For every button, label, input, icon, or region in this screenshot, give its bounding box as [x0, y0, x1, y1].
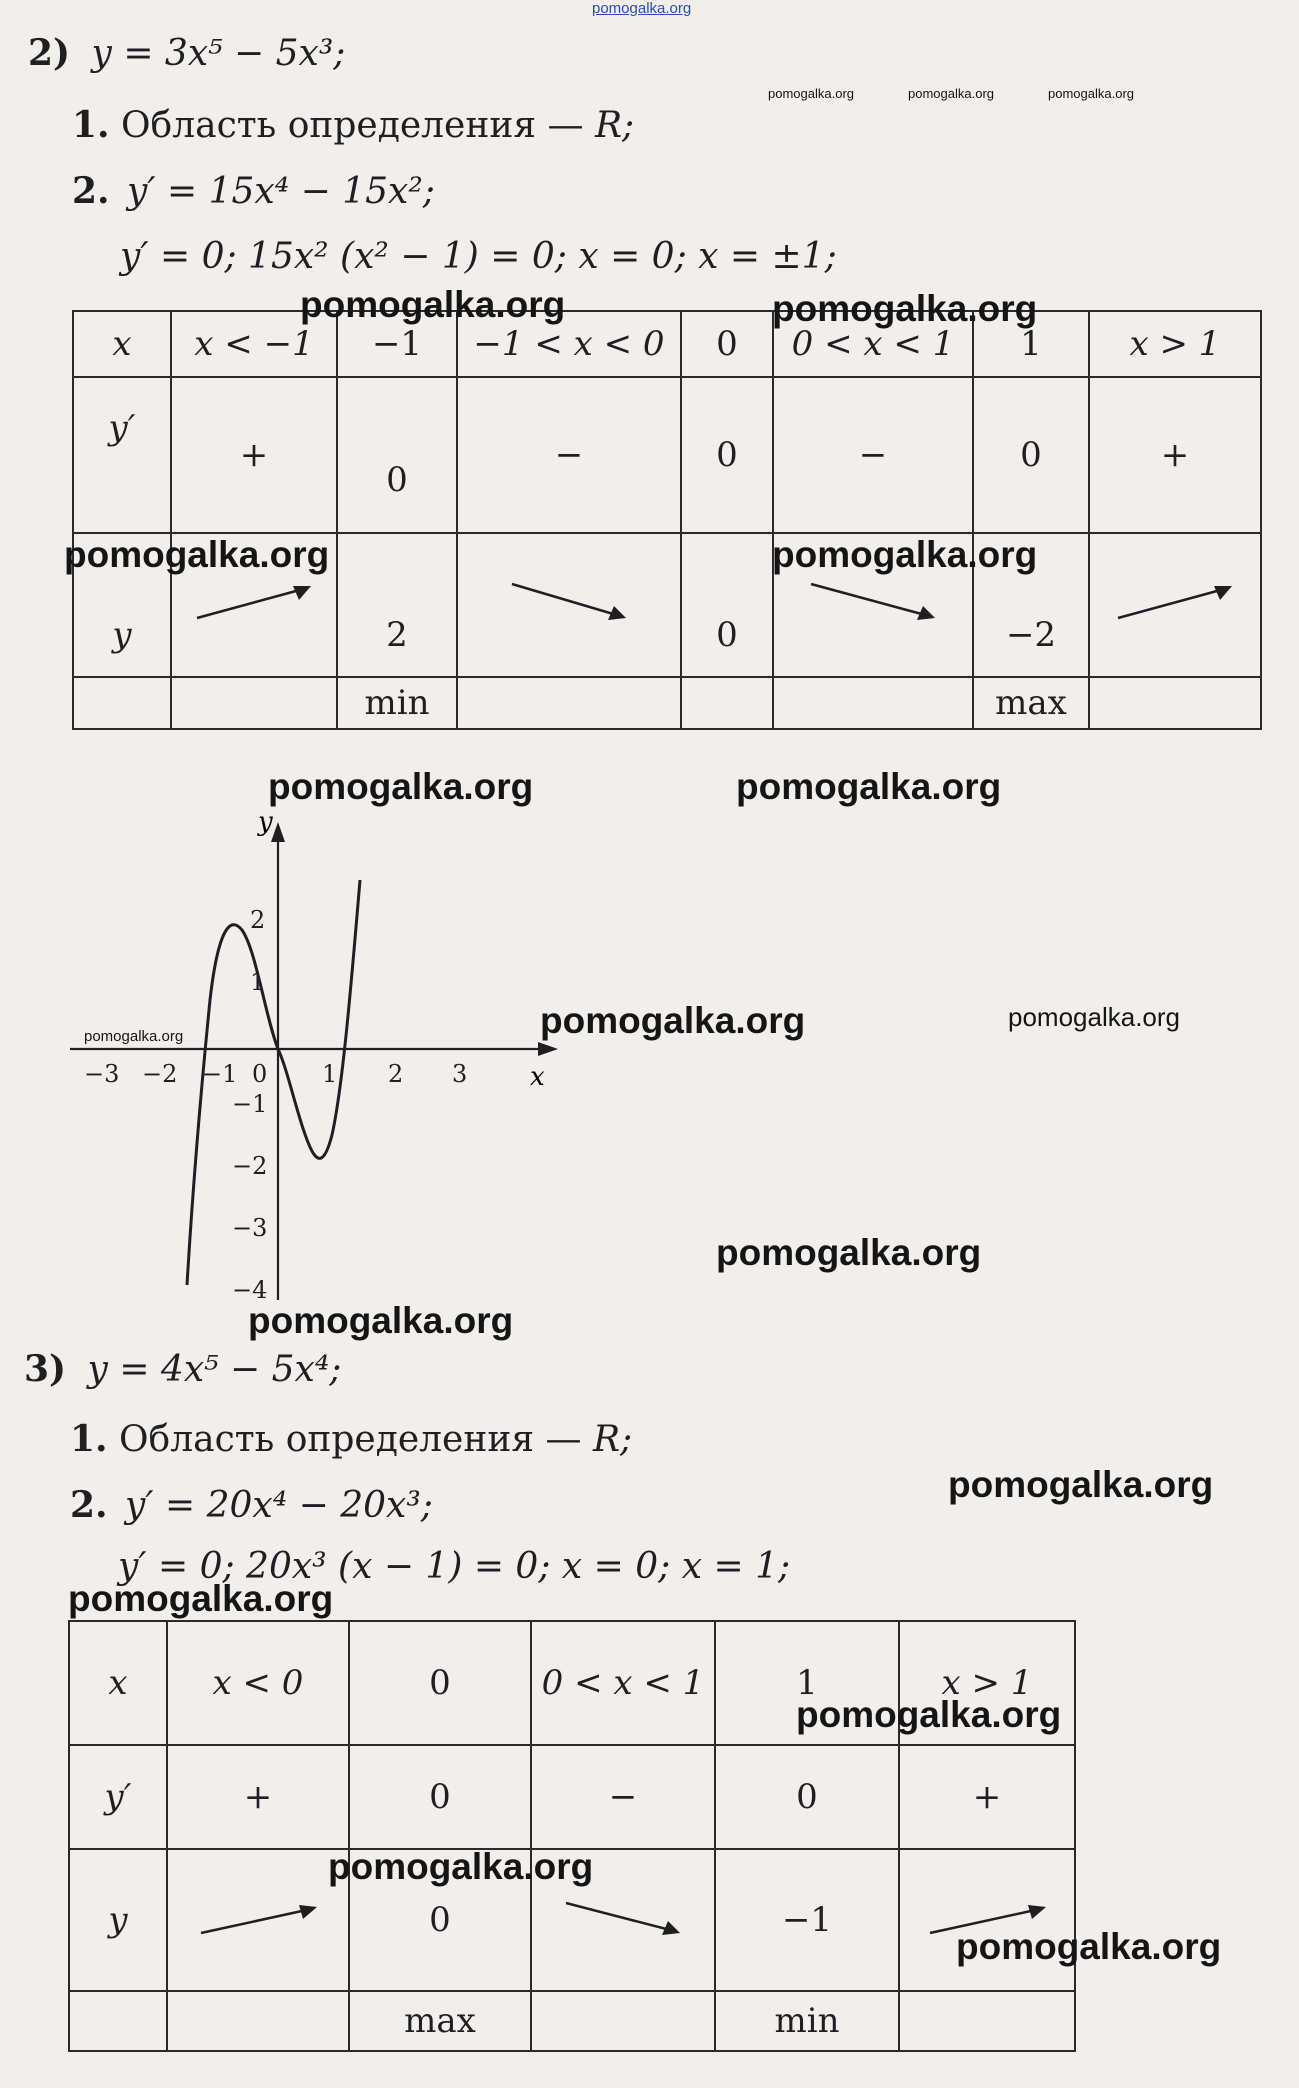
part2-solution: y′ = 0; 15x² (x² − 1) = 0; x = 0; x = ±1;: [120, 236, 837, 277]
table-row: [73, 677, 1261, 729]
watermark: pomogalka.org: [540, 1000, 806, 1041]
part3-step2-formula: y′ = 20x⁴ − 20x³;: [125, 1485, 433, 1526]
watermark: pomogalka.org: [948, 1464, 1214, 1505]
table-cell: 0 < x < 1: [773, 311, 973, 377]
table-cell: [457, 677, 681, 729]
table-cell: [1089, 533, 1261, 677]
table-cell: 0: [349, 1621, 531, 1745]
part2-step1-number: 1.: [72, 104, 110, 146]
watermark: pomogalka.org: [64, 534, 330, 575]
table-cell: x < −1: [171, 311, 337, 377]
part2-step2-formula: y′ = 15x⁴ − 15x²;: [127, 171, 435, 212]
table-cell: 0: [973, 377, 1089, 533]
table-row: [69, 1991, 1075, 2051]
x-tick-label: 0: [252, 1060, 268, 1088]
table-cell: −2: [973, 533, 1089, 677]
y-tick-label: −4: [232, 1276, 268, 1304]
watermark: pomogalka.org: [768, 86, 854, 101]
table-cell: −1 < x < 0: [457, 311, 681, 377]
part3-step1: [70, 1418, 632, 1460]
table-cell: −1: [337, 311, 457, 377]
decreasing-arrow-icon: [558, 1891, 688, 1941]
watermark: pomogalka.org: [796, 1694, 1062, 1735]
table-cell: 0 < x < 1: [531, 1621, 715, 1745]
watermark: pomogalka.org: [68, 1578, 334, 1619]
table-cell: −: [773, 377, 973, 533]
table-cell: y′: [73, 377, 171, 533]
table-cell: [899, 1991, 1075, 2051]
table-cell: [681, 677, 773, 729]
table-cell: [69, 1991, 167, 2051]
x-axis-label: x: [530, 1062, 545, 1092]
table-cell: [167, 1849, 349, 1991]
x-tick-label: −2: [142, 1060, 178, 1088]
part2-step1-text: Область определения —: [121, 105, 584, 146]
table-cell: [171, 677, 337, 729]
watermark: pomogalka.org: [736, 766, 1002, 807]
part3-step2-number: 2.: [70, 1484, 108, 1526]
part3-sign-table: [68, 1620, 1076, 2052]
part3-number: 3): [24, 1348, 67, 1390]
table-cell: x > 1: [899, 1621, 1075, 1745]
table-cell: y: [73, 533, 171, 677]
table-cell: y: [69, 1849, 167, 1991]
y-tick-label: −2: [232, 1152, 268, 1180]
function-graph: [60, 800, 580, 1320]
table-cell: −1: [715, 1849, 899, 1991]
table-cell: 0: [681, 533, 773, 677]
watermark: pomogalka.org: [268, 766, 534, 807]
table-cell: x: [73, 311, 171, 377]
table-cell: +: [171, 377, 337, 533]
increasing-arrow-icon: [189, 576, 319, 626]
table-cell: [1089, 677, 1261, 729]
watermark: pomogalka.org: [248, 1300, 514, 1341]
table-cell: x > 1: [1089, 311, 1261, 377]
x-axis-arrow-icon: [538, 1042, 558, 1056]
table-cell: +: [1089, 377, 1261, 533]
part2-number: 2): [28, 32, 71, 74]
y-tick-label: 2: [250, 906, 266, 934]
table-cell: 1: [715, 1621, 899, 1745]
part2-step1-var: R;: [594, 105, 635, 146]
watermark: pomogalka.org: [716, 1232, 982, 1273]
part2-step2-number: 2.: [72, 170, 110, 212]
table-cell: [457, 533, 681, 677]
table-row: [69, 1745, 1075, 1849]
table-cell: [73, 677, 171, 729]
watermark: pomogalka.org: [300, 284, 566, 325]
part3-step1-var: R;: [592, 1419, 633, 1460]
table-cell: y′: [69, 1745, 167, 1849]
table-cell: [773, 677, 973, 729]
table-cell: 0: [681, 311, 773, 377]
part2-sign-table: [72, 310, 1262, 730]
part3-heading: [24, 1348, 341, 1390]
table-row: [73, 377, 1261, 533]
part2-formula: y = 3x⁵ − 5x³;: [91, 33, 346, 74]
x-tick-label: −3: [84, 1060, 120, 1088]
table-cell: −: [531, 1745, 715, 1849]
table-cell: +: [167, 1745, 349, 1849]
table-cell: min: [337, 677, 457, 729]
x-tick-label: 1: [322, 1060, 338, 1088]
y-axis-label: y: [258, 807, 273, 837]
table-cell: 0: [349, 1849, 531, 1991]
part3-step2: [70, 1484, 433, 1526]
table-cell: max: [973, 677, 1089, 729]
y-tick-label: −3: [232, 1214, 268, 1242]
table-cell: [531, 1991, 715, 2051]
part2-step1: [72, 104, 634, 146]
decreasing-arrow-icon: [803, 576, 943, 626]
part3-step1-number: 1.: [70, 1418, 108, 1460]
x-tick-label: −1: [202, 1060, 238, 1088]
watermark: pomogalka.org: [328, 1846, 594, 1887]
table-cell: x < 0: [167, 1621, 349, 1745]
watermark: pomogalka.org: [1008, 1002, 1180, 1032]
watermark: pomogalka.org: [772, 534, 1038, 575]
x-tick-label: 2: [388, 1060, 404, 1088]
watermark: pomogalka.org: [772, 288, 1038, 329]
table-row: [73, 311, 1261, 377]
x-tick-label: 3: [452, 1060, 468, 1088]
part2-heading: [28, 32, 345, 74]
top-watermark[interactable]: pomogalka.org: [592, 0, 692, 17]
y-axis-arrow-icon: [271, 822, 285, 842]
watermark: pomogalka.org: [84, 1028, 184, 1045]
table-cell: +: [899, 1745, 1075, 1849]
table-cell: x: [69, 1621, 167, 1745]
table-cell: max: [349, 1991, 531, 2051]
table-cell: 0: [681, 377, 773, 533]
watermark: pomogalka.org: [908, 86, 994, 101]
watermark: pomogalka.org: [956, 1926, 1222, 1967]
y-tick-label: −1: [232, 1090, 268, 1118]
part3-formula: y = 4x⁵ − 5x⁴;: [87, 1349, 342, 1390]
part3-step1-text: Область определения —: [119, 1419, 582, 1460]
table-cell: 0: [337, 377, 457, 533]
table-cell: −: [457, 377, 681, 533]
decreasing-arrow-icon: [504, 576, 634, 626]
table-cell: 0: [715, 1745, 899, 1849]
table-cell: [899, 1849, 1075, 1991]
increasing-arrow-icon: [1110, 576, 1240, 626]
table-cell: min: [715, 1991, 899, 2051]
part2-step2: [72, 170, 435, 212]
table-cell: 0: [349, 1745, 531, 1849]
increasing-arrow-icon: [193, 1891, 323, 1941]
table-cell: [167, 1991, 349, 2051]
part3-solution: y′ = 0; 20x³ (x − 1) = 0; x = 0; x = 1;: [118, 1546, 791, 1587]
y-tick-label: 1: [250, 968, 266, 996]
table-cell: 1: [973, 311, 1089, 377]
watermark: pomogalka.org: [1048, 86, 1134, 101]
table-cell: 2: [337, 533, 457, 677]
